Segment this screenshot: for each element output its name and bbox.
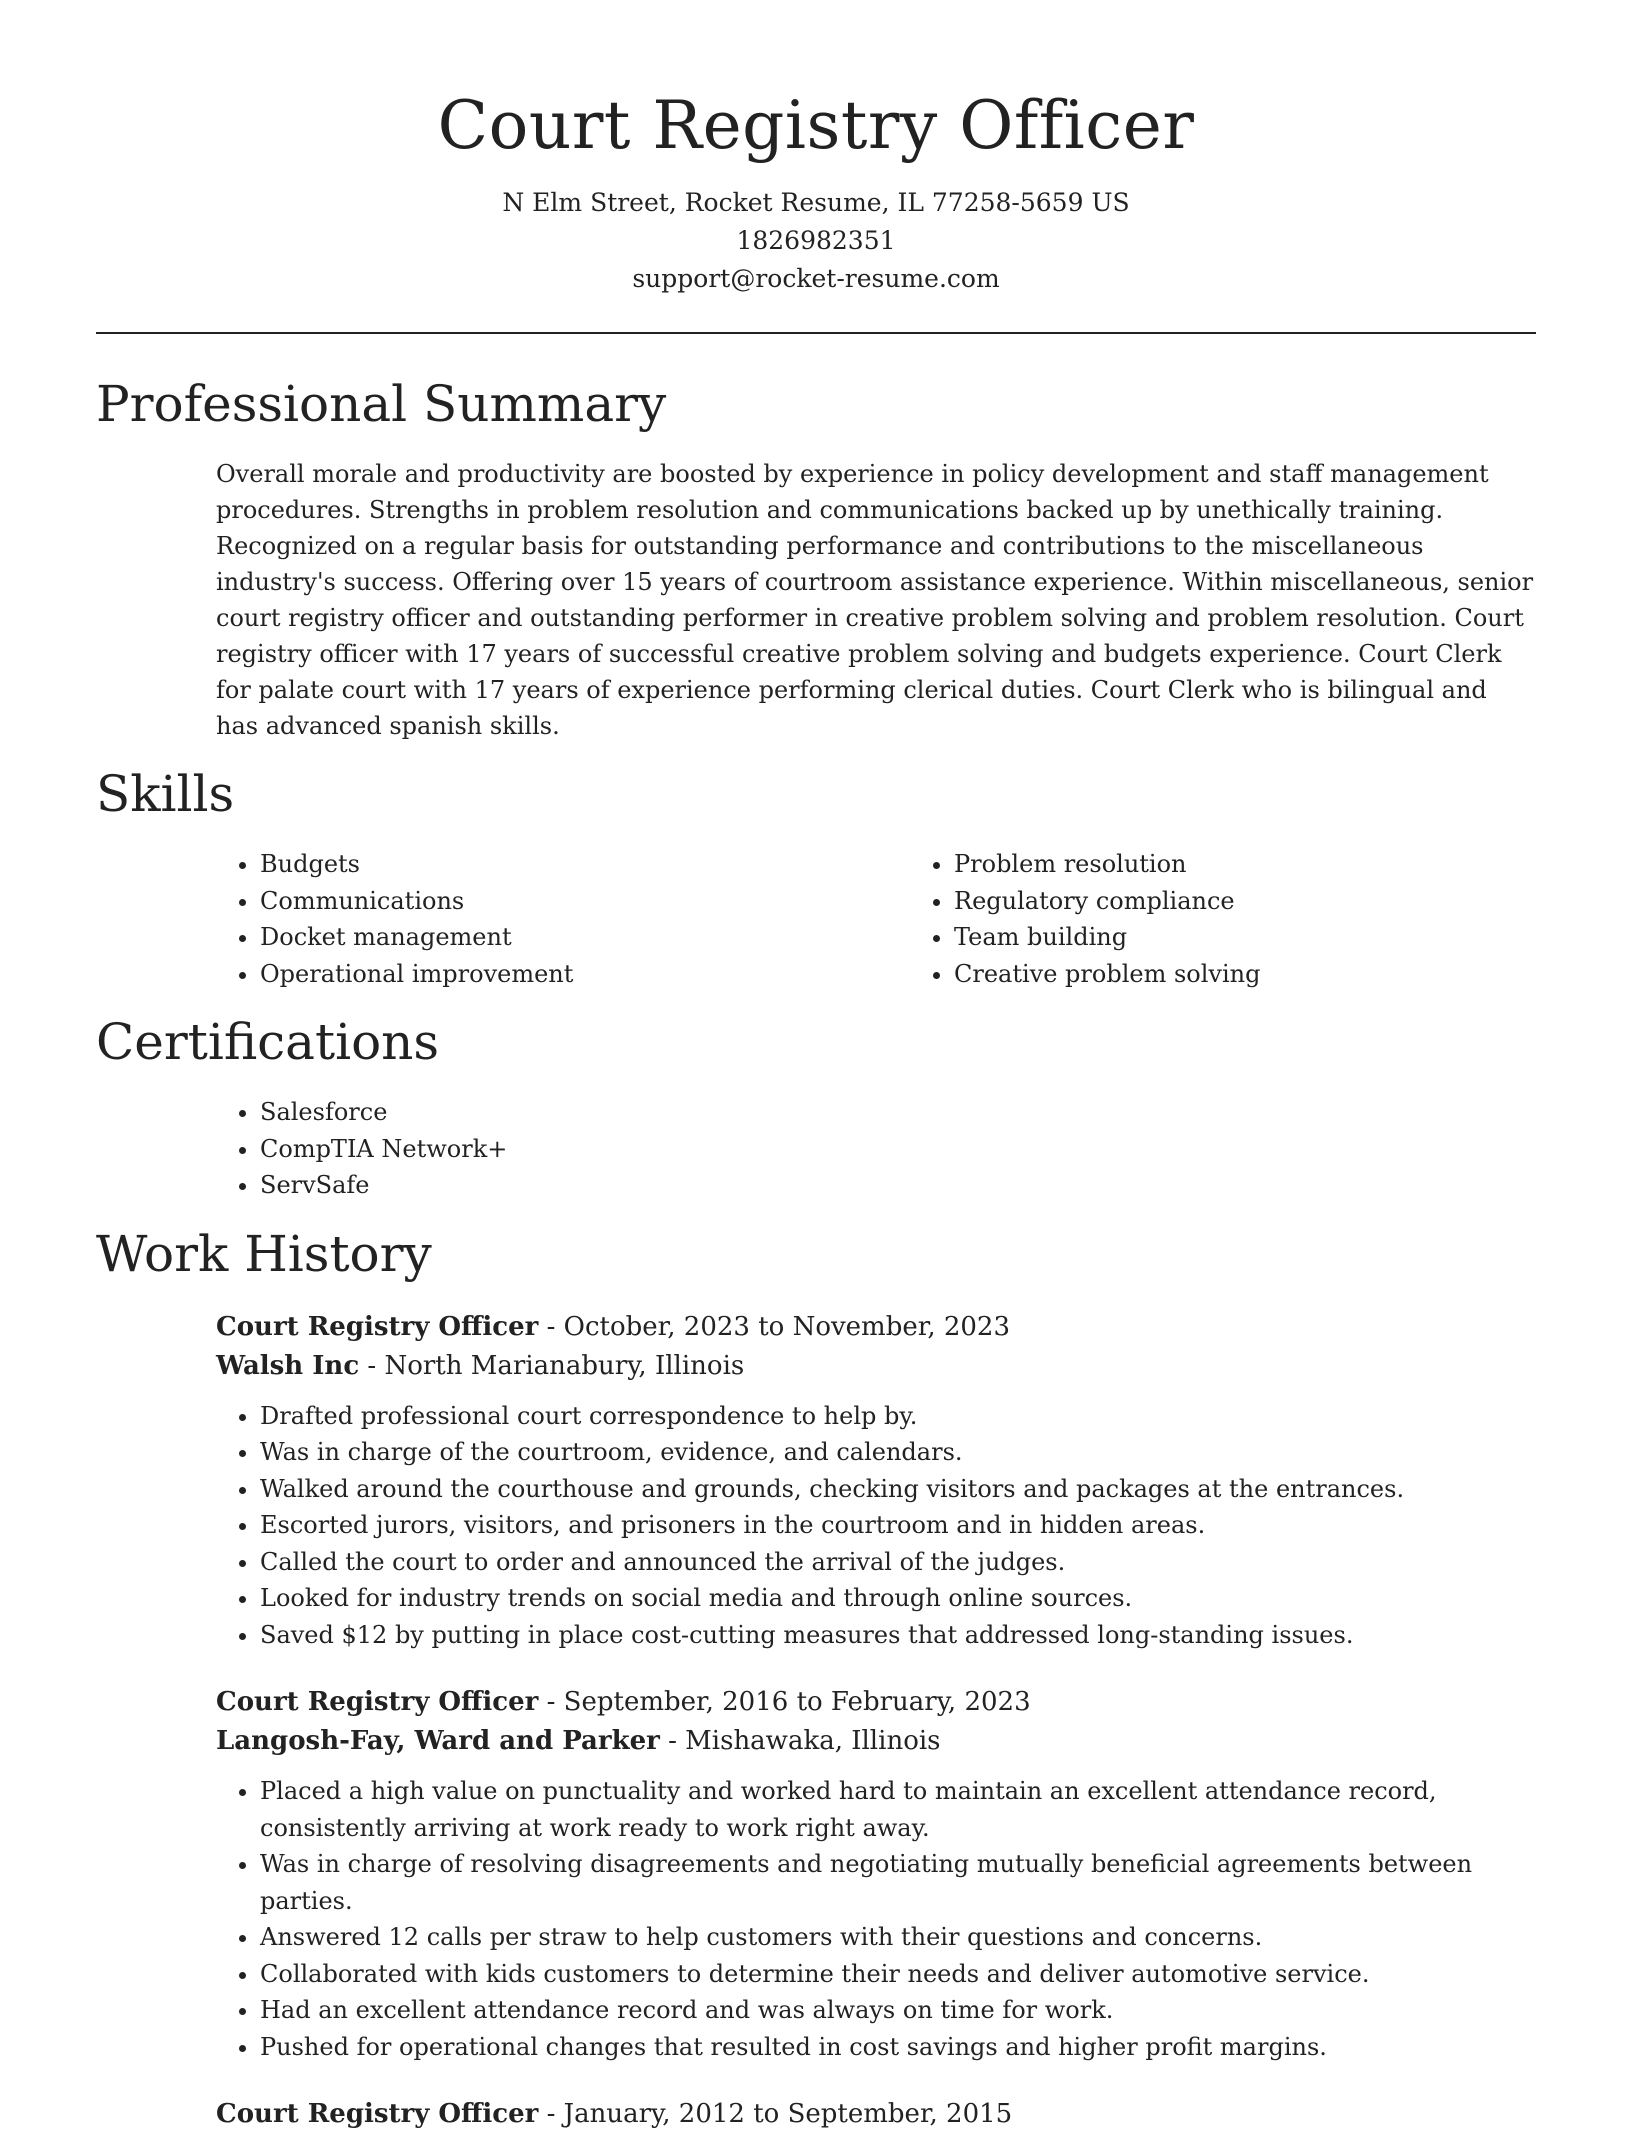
skills-column-right (910, 846, 1514, 992)
job-title-line (216, 1308, 1536, 1347)
job-dates: - January, 2012 to September, 2015 (538, 2099, 1013, 2129)
job-title: Court Registry Officer (216, 1687, 539, 1717)
certifications-bullets (216, 1094, 1536, 1204)
job-title-line (216, 2095, 1536, 2134)
job-duty: • Saved $12 by putting in place cost-cutting measures that addressed long-standing issues. (260, 1617, 1536, 1654)
certification-item: • Salesforce (260, 1094, 1536, 1131)
phone: 1826982351 (736, 226, 896, 255)
job-duty: • Looked for industry trends on social media and through online sources. (260, 1580, 1536, 1617)
header-divider (96, 332, 1536, 334)
job-title: Court Registry Officer (216, 1311, 539, 1342)
job-duty: • Pushed for operational changes that resulted in cost savings and higher profit margins. (260, 2029, 1536, 2066)
employer-name: Langosh-Fay, Ward and Parker (216, 1726, 660, 1756)
job-title: Court Registry Officer (216, 2099, 539, 2129)
certification-item: • CompTIA Network+ (260, 1131, 1536, 1168)
skill-item: • Regulatory compliance (954, 883, 1514, 920)
job-duty: • Escorted jurors, visitors, and prisoners in the courtroom and in hidden areas. (260, 1507, 1536, 1544)
employer-location: - North Marianabury, Illinois (359, 1350, 745, 1381)
job-duty: • Drafted professional court correspondence to help by. (260, 1398, 1536, 1435)
skill-item: • Team building (954, 919, 1514, 956)
job-duties (216, 1398, 1536, 1654)
skill-item: • Budgets (260, 846, 910, 883)
job-employer-line (216, 1347, 1536, 1386)
job-duties (216, 1773, 1536, 2065)
job-entry (216, 1683, 1536, 2065)
summary-text: Overall morale and productivity are boosted by experience in policy development and staff management procedures. Strengths in problem resolution and communications backed up by unethically training. Recognized on a regular basis for outstanding performance and contributions to the miscellaneous industry's success. Offering over 15 years of courtroom assistance experience. Within miscellaneous, senior court registry officer and outstanding performer in creative problem solving and problem resolution. Court registry officer with 17 years of successful creative problem solving and budgets experience. Court Clerk for palate court with 17 years of experience performing clerical duties. Court Clerk who is bilingual and has advanced spanish skills. (216, 460, 1534, 740)
skills-column-left (216, 846, 910, 992)
skill-item: • Docket management (260, 919, 910, 956)
certifications-list (216, 1094, 1536, 1204)
employer-location: - Mishawaka, Illinois (659, 1726, 941, 1756)
job-entry (216, 2095, 1536, 2134)
job-duty: • Called the court to order and announced the arrival of the judges. (260, 1544, 1536, 1581)
skill-item: • Communications (260, 883, 910, 920)
employer-name: Walsh Inc (216, 1350, 360, 1381)
candidate-name: Court Registry Officer (437, 87, 1195, 164)
job-duty: • Answered 12 calls per straw to help customers with their questions and concerns. (260, 1919, 1536, 1956)
contact-block (96, 184, 1536, 298)
job-entry (216, 1308, 1536, 1654)
job-duty: • Was in charge of resolving disagreements and negotiating mutually beneficial agreements between parties. (260, 1846, 1536, 1919)
job-employer-line (216, 1722, 1536, 1761)
job-duty: • Collaborated with kids customers to determine their needs and deliver automotive service. (260, 1956, 1536, 1993)
email: support@rocket-resume.com (632, 264, 1000, 293)
job-duty: • Placed a high value on punctuality and worked hard to maintain an excellent attendance record, consistently arriving at work ready to work right away. (260, 1773, 1536, 1846)
skills-list (216, 846, 1536, 992)
work-history-heading: Work History (96, 1224, 432, 1283)
skill-item: • Problem resolution (954, 846, 1514, 883)
certification-item: • ServSafe (260, 1167, 1536, 1204)
skill-item: • Operational improvement (260, 956, 910, 993)
job-dates: - October, 2023 to November, 2023 (538, 1311, 1011, 1342)
summary-heading: Professional Summary (96, 375, 667, 433)
certifications-heading: Certifications (96, 1013, 440, 1071)
job-duty: • Had an excellent attendance record and was always on time for work. (260, 1992, 1536, 2029)
job-duty: • Was in charge of the courtroom, evidence, and calendars. (260, 1434, 1536, 1471)
skills-heading: Skills (96, 765, 235, 823)
skill-item: • Creative problem solving (954, 956, 1514, 993)
job-dates: - September, 2016 to February, 2023 (538, 1687, 1031, 1717)
job-title-line (216, 1683, 1536, 1722)
job-duty: • Walked around the courthouse and grounds, checking visitors and packages at the entrances. (260, 1471, 1536, 1508)
address: N Elm Street, Rocket Resume, IL 77258-5659 US (502, 188, 1130, 217)
